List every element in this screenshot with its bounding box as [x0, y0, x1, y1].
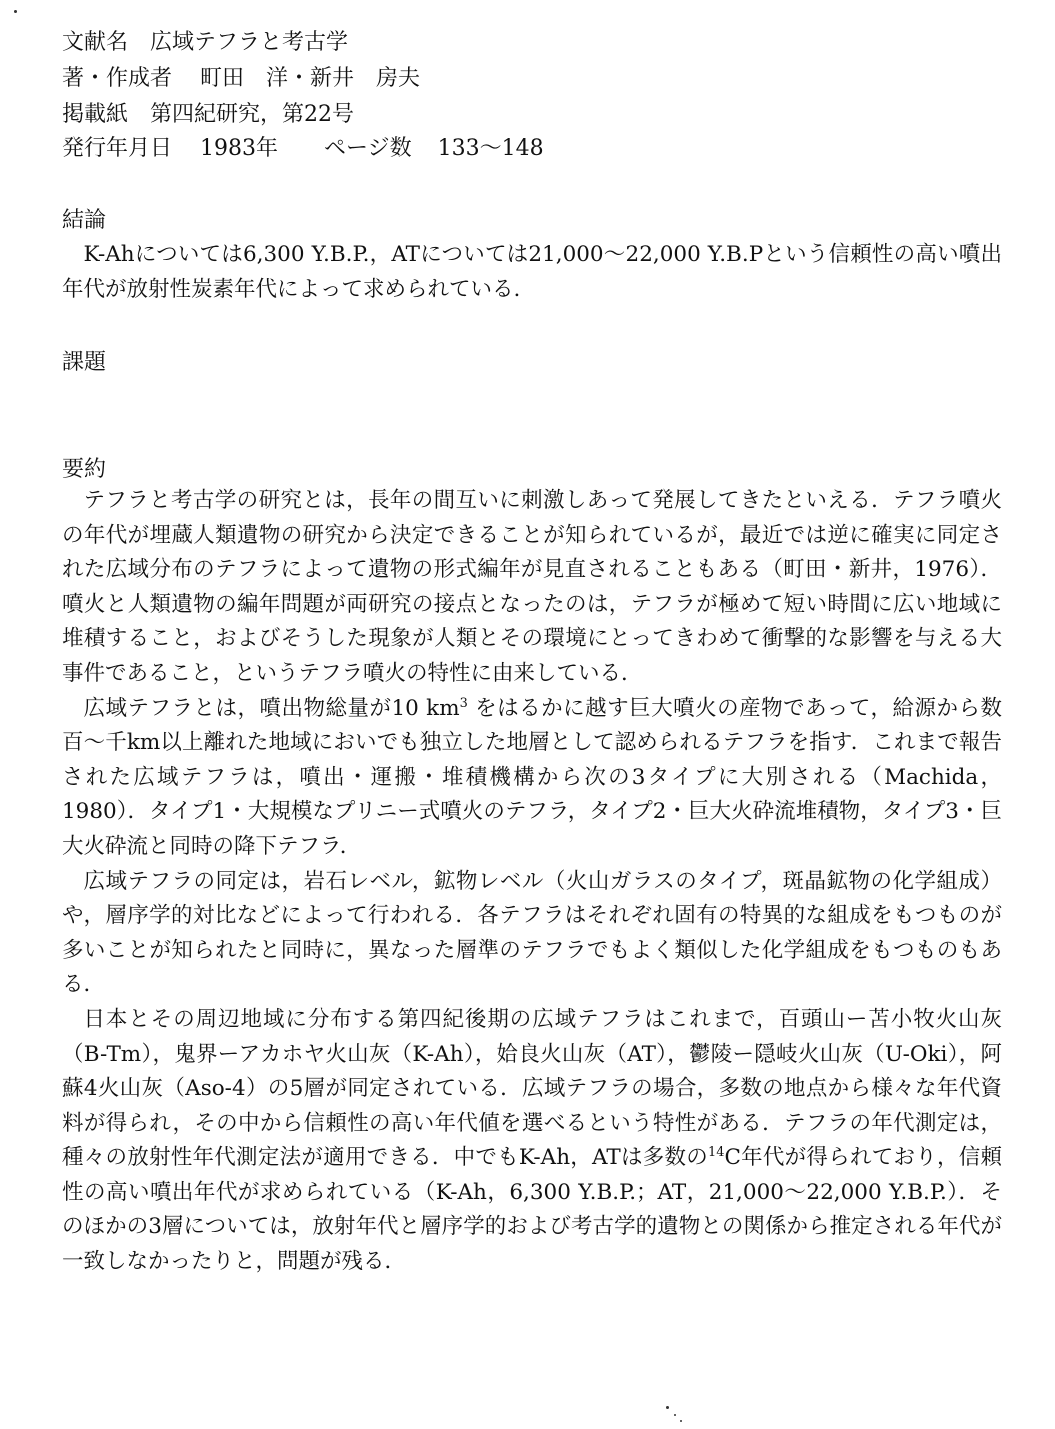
summary-paragraph-2: [62, 692, 1002, 865]
meta-author-2: 新井 房夫: [310, 66, 421, 91]
summary-p2-text-b: をはるかに越す巨大噴火の産物であって，給源から数百〜千km以上離れた地域においでも独立した地層として認められるテフラを指す．これまで報告された広域テフラは，噴出・運搬・堆積機構から次の3タイプに大別される（Machida，1980）．タイプ1・大規模なプリニー式噴火のテフラ，タイプ2・巨大火砕流堆積物，タイプ3・巨大火砕流と同時の降下テフラ．: [62, 695, 1002, 859]
meta-date-value: 1983年: [200, 136, 279, 161]
summary-paragraph-1: テフラと考古学の研究とは，長年の間互いに刺激しあって発展してきたといえる．テフラ噴火の年代が埋蔵人類遺物の研究から決定できることが知られているが，最近では逆に確実に同定された広域分布のテフラによって遺物の形式編年が見直されることもある（町田・新井，1976）．噴火と人類遺物の編年問題が両研究の接点となったのは，テフラが極めて短い時間に広い地域に堆積すること，およびそうした現象が人類とその環境にとってきわめて衝撃的な影響を与える大事件であること，というテフラ噴火の特性に由来している．: [62, 488, 1002, 686]
summary-p4-text-a: 日本とその周辺地域に分布する第四紀後期の広域テフラはこれまで，百頭山ー苫小牧火山灰（B-Tm），鬼界ーアカホヤ火山灰（K-Ah），姶良火山灰（AT），鬱陵ー隠岐火山灰（U-Oki），阿蘇4火山灰（Aso-4）の5層が同定されている．広域テフラの場合，多数の地点から様々な年代資料が得られ，その中から信頼性の高い年代値を選べるという特性がある．テフラの年代測定は，種々の放射性年代測定法が適用できる．中でもK-Ah，ATは多数の: [62, 1006, 1002, 1171]
meta-title-row: [62, 28, 348, 58]
summary-p4-text-b: C年代が得られており，信頼性の高い噴出年代が求められている（K-Ah，6,300 Y.B.P.；AT，21,000〜22,000 Y.B.P.）．そのほかの3層については，放射年代と層序学的および考古学的遺物との関係から推定される年代が一致しなかったりと，問題が残る．: [62, 1145, 1002, 1275]
conclusion-body: [62, 238, 1002, 307]
meta-author-row: [62, 64, 420, 94]
summary-body: [62, 484, 1002, 1280]
summary-paragraph-3: 広域テフラの同定は，岩石レベル，鉱物レベル（火山ガラスのタイプ，斑晶鉱物の化学組成）や，層序学的対比などによって行われる．各テフラはそれぞれ固有の特異的な組成をもつものが多いことが知られたと同時に，異なった層準のテフラでもよく類似した化学組成をもつものもある．: [62, 868, 1002, 998]
meta-author-1: 町田 洋: [200, 66, 289, 91]
scan-speck: [680, 1420, 682, 1422]
meta-pages-label: ページ数: [324, 136, 412, 161]
summary-paragraph-4: [62, 1003, 1002, 1280]
meta-date-row: [62, 134, 544, 164]
meta-journal-value: 第四紀研究，第22号: [150, 102, 355, 127]
scan-speck: [666, 1406, 669, 1409]
meta-journal-row: [62, 100, 354, 130]
scan-speck: [14, 10, 17, 13]
summary-heading: 要約: [62, 457, 107, 482]
meta-pages-value: 133〜148: [437, 136, 544, 161]
conclusion-heading: 結論: [62, 208, 107, 233]
meta-journal-label: 掲載紙: [62, 102, 129, 127]
meta-date-label: 発行年月日: [62, 136, 173, 161]
meta-title-value: 広域テフラと考古学: [150, 30, 349, 55]
meta-author-sep: ・: [288, 66, 311, 91]
summary-p4-superscript: 14: [708, 1145, 725, 1161]
meta-title-label: 文献名: [62, 30, 129, 55]
meta-author-label: 著・作成者: [62, 66, 173, 91]
summary-p2-text-a: 広域テフラとは，噴出物総量が10 km: [83, 695, 460, 721]
conclusion-text: K-Ahについては6,300 Y.B.P.，ATについては21,000〜22,000 Y.B.Pという信頼性の高い噴出年代が放射性炭素年代によって求められている.: [62, 242, 1002, 302]
issues-heading: 課題: [62, 350, 107, 375]
scan-speck: [674, 1414, 676, 1416]
summary-p2-superscript: 3: [459, 695, 468, 711]
